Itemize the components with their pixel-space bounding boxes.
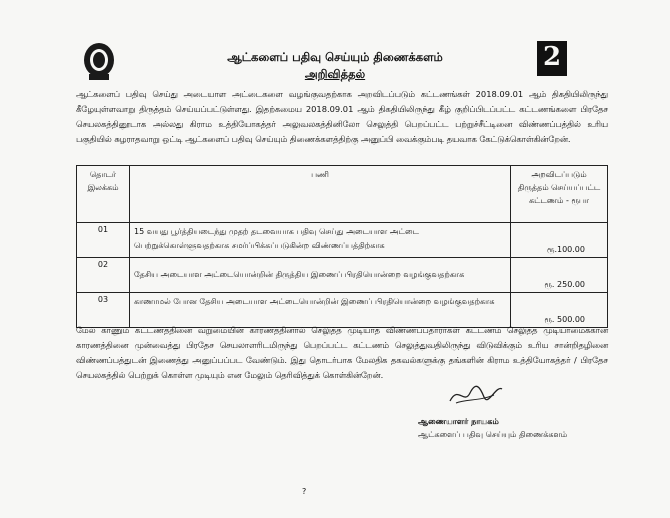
row-fee: ரூ.100.00	[511, 223, 608, 258]
table-row	[77, 258, 608, 293]
notice-heading: அறிவித்தல்	[304, 67, 366, 81]
row-number: 03	[77, 293, 130, 328]
fee-table	[76, 165, 608, 328]
row-number: 02	[77, 258, 130, 293]
table-row	[77, 223, 608, 258]
page-mark: ?	[302, 487, 307, 496]
intro-paragraph: ஆட்களைப் பதிவு செய்து அடையாள அட்டைகளை வழங்குவதற்காக அறவிடப்படும் கட்டணங்கள் 2018.09.01 ஆம் திகதியிலிருந்து கீழேயுள்ளவாறு திருத்தம் செய்யப்பட்டுள்ளது. இதற்கமைய 2018.09.01 ஆம் திகதியிலிருந்து கீழ் குறிப்பிடப்பட்ட கட்டணங்களை பிரதேச செயலகத்தினூடாக அல்லது கிராம உத்தியோகத்தர் அலுவலகத்தினிலோ செலுத்தி பெறப்பட்ட பற்றுச்சீட்டினை விண்ணப்பத்தில் உரிய பகுதியில் சுழராதவாறு ஒட்டி ஆட்களைப் பதிவு செய்யும் திணைக்களத்திற்கு அனுப்பி வைக்கும்படி தயவாக கேட்டுக்கொள்கின்றேன்.	[76, 89, 608, 144]
department-logo: 2	[537, 41, 567, 76]
header-service: பணி	[130, 166, 511, 223]
signer-department: ஆட்களைப் பதிவு செய்யும் திணைக்களம்	[418, 430, 568, 439]
row-fee: ரூ. 250.00	[511, 258, 608, 293]
row-service: தேசிய அடையாள அட்டையொன்றின் திருத்திய இணைப் பிரதியொன்றை வழங்குவதற்காக	[130, 258, 511, 293]
closing-paragraph: மேல் காணும் கட்டணத்தினை வறுமையின் காரணத்தினால் செலுத்த முடியாத விண்ணப்பதாரர்கள் கட்டணம் செலுத்த முடியாமைக்கான காரணத்தினை முன்வைத்து பிரதேச செயலாளரிடமிருந்து பெறப்பட்ட கட்டணம் செலுத்துவதிலிருந்து விடுவிக்கும் உரிய சான்றிதழினை விண்ணப்பத்துடன் இணைத்து அனுப்பப்பட வேண்டும். இது தொடர்பாக மேலதிக தகவல்களுக்கு தங்களின் கிராம உத்தியோகத்தர் / பிரதேச செயலகத்தில் பெற்றுக் கொள்ள முடியும் என மேலும் தெரிவித்துக் கொள்கின்றேன்.	[76, 325, 608, 380]
table-header-row	[77, 166, 608, 223]
department-title: ஆட்களைப் பதிவு செய்யும் திணைக்களம்	[227, 50, 443, 64]
header-fee: அறவிடப்படும் திருத்தம் செய்யப்பட்ட கட்டணம் - ரூபா	[511, 166, 608, 223]
signer-name: ஆணையாளர் நாயகம்	[418, 417, 499, 426]
row-number: 01	[77, 223, 130, 258]
row-service: காணாமல் போன தேசிய அடையாள அட்டையொன்றின் இணைப் பிரதியொன்றை வழங்குவதற்காக	[130, 293, 511, 328]
signature-image	[446, 381, 506, 409]
header-number: தொடர் இலக்கம்	[77, 166, 130, 223]
row-fee: ரூ. 500.00	[511, 293, 608, 328]
row-service: 15 வயது பூர்த்தியடைந்து முதற் தடவையாக பதிவு செய்து அடையாள அட்டை பெற்றுக்கொள்ளுவதற்காக சமர்ப்பிக்கப்படுகின்ற விண்ணப்பத்திற்காக	[130, 223, 511, 258]
